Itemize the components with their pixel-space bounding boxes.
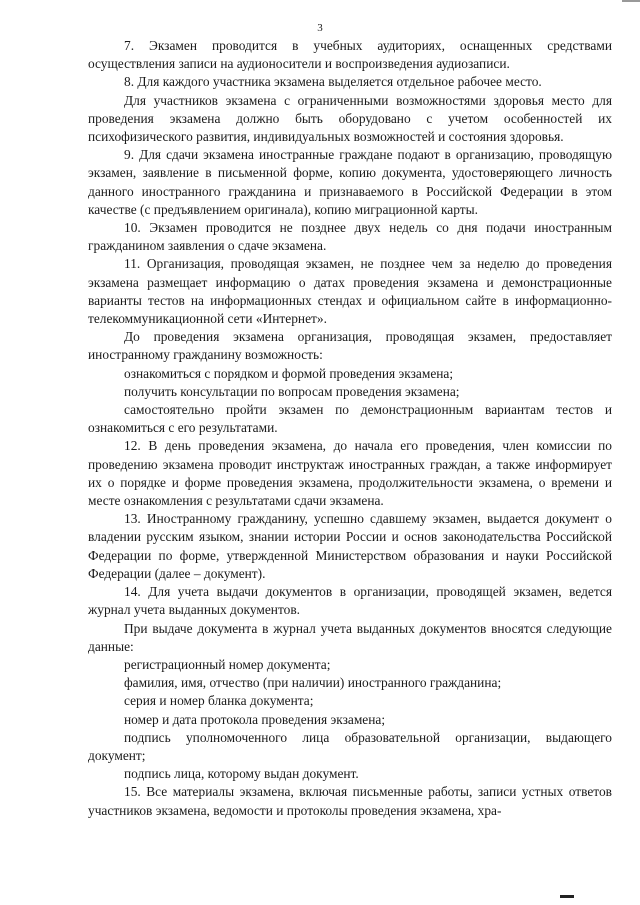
- scan-corner-mark: [618, 0, 640, 6]
- paragraph-11-opportunity: До проведения экзамена организация, проводящая экзамен, предоставляет иностранному гражданину возможность:: [88, 329, 612, 363]
- page-number: 3: [317, 22, 323, 34]
- paragraph-14-data-intro: При выдаче документа в журнал учета выданных документов вносятся следующие данные:: [88, 620, 612, 654]
- list-item: серия и номер бланка документа;: [124, 693, 314, 709]
- document-body: [88, 37, 612, 820]
- list-item: подпись уполномоченного лица образовательной организации, выдающего документ;: [88, 729, 612, 763]
- list-item: подпись лица, которому выдан документ.: [124, 766, 359, 782]
- paragraph-8: 8. Для каждого участника экзамена выделяется отдельное рабочее место.: [124, 74, 542, 90]
- paragraph-13: 13. Иностранному гражданину, успешно сдавшему экзамен, выдается документ о владении русским языком, знании истории России и основ законодательства Российской Федерации по форме, утвержденной Министерством образования и науки Российской Федерации (далее – документ).: [88, 511, 612, 581]
- list-item: получить консультации по вопросам проведения экзамена;: [124, 383, 460, 399]
- paragraph-14: 14. Для учета выдачи документов в организации, проводящей экзамен, ведется журнал учета выданных документов.: [88, 584, 612, 618]
- paragraph-10: 10. Экзамен проводится не позднее двух недель со дня подачи иностранным гражданином заявления о сдаче экзамена.: [88, 220, 612, 254]
- paragraph-11: 11. Организация, проводящая экзамен, не позднее чем за неделю до проведения экзамена размещает информацию о датах проведения экзамена и демонстрационные варианты тестов на информационных стендах и официальном сайте в информационно-телекоммуникационной сети «Интернет».: [88, 256, 612, 327]
- paragraph-7: 7. Экзамен проводится в учебных аудиториях, оснащенных средствами осуществления записи на аудионосители и воспроизведения аудиозаписи.: [88, 38, 612, 72]
- paragraph-9: 9. Для сдачи экзамена иностранные граждане подают в организацию, проводящую экзамен, заявление в письменной форме, копию документа, удостоверяющего личность данного иностранного гражданина и признаваемого в Российской Федерации в этом качестве (с предъявлением оригинала), копию миграционной карты.: [88, 147, 612, 217]
- list-item: самостоятельно пройти экзамен по демонстрационным вариантам тестов и ознакомиться с его результатами.: [88, 402, 612, 436]
- list-item: фамилия, имя, отчество (при наличии) иностранного гражданина;: [124, 675, 502, 691]
- scan-mark: [560, 895, 574, 898]
- list-item: номер и дата протокола проведения экзамена;: [124, 711, 386, 727]
- paragraph-12: 12. В день проведения экзамена, до начала его проведения, член комиссии по проведению экзамена проводит инструктаж иностранных граждан, а также информирует их о порядке и форме проведения экзамена, продолжительности экзамена, о времени и месте ознакомления с результатами сдачи экзамена.: [88, 438, 612, 509]
- paragraph-8-health: Для участников экзамена с ограниченными возможностями здоровья место для проведения экзамена должно быть оборудовано с учетом особенностей их психофизического развития, индивидуальных возможностей и состояния здоровья.: [88, 92, 612, 145]
- list-item: регистрационный номер документа;: [124, 656, 331, 672]
- paragraph-15: 15. Все материалы экзамена, включая письменные работы, записи устных ответов участников экзамена, ведомости и протоколы проведения экзамена, хра-: [88, 784, 612, 818]
- list-item: ознакомиться с порядком и формой проведения экзамена;: [124, 365, 454, 381]
